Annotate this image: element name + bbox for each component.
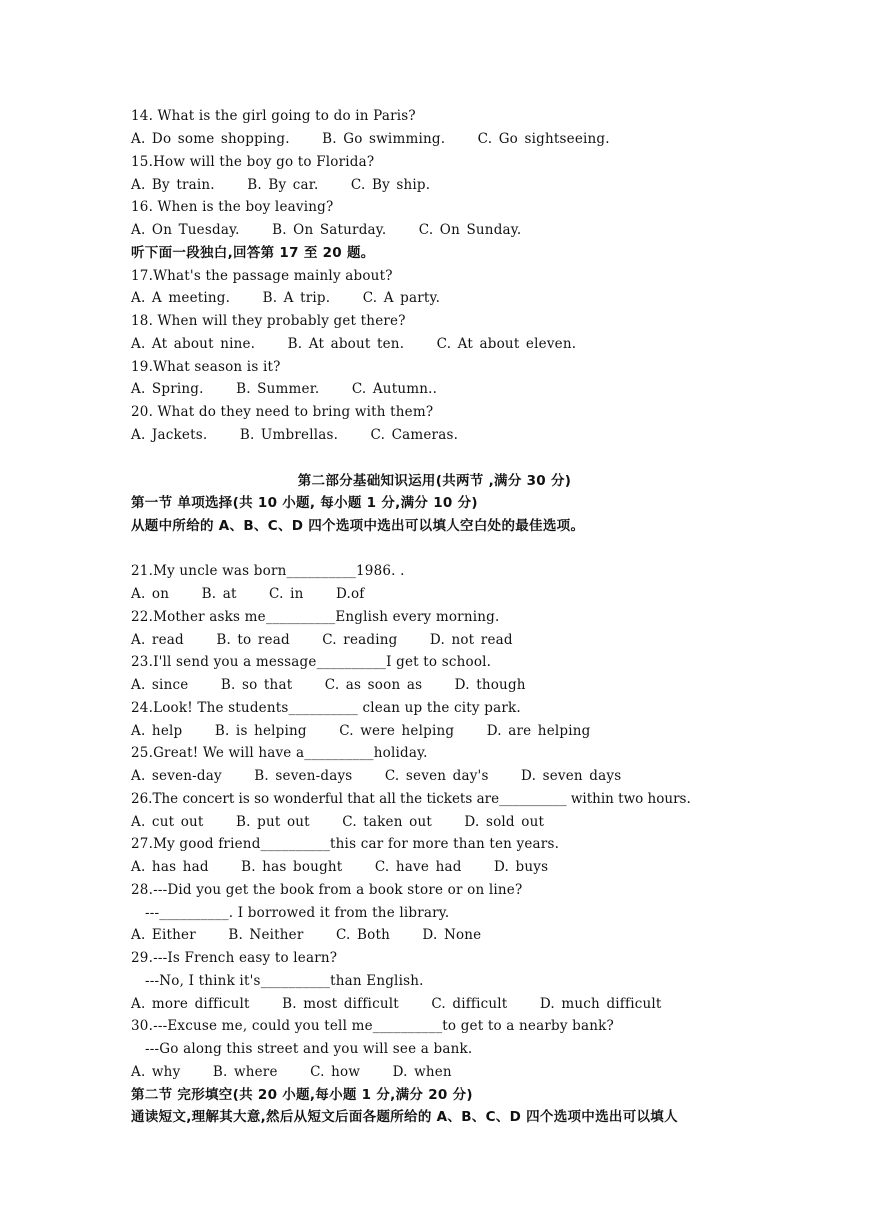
section-one-title: 第一节 单项选择(共 10 小题, 每小题 1 分,满分 10 分) <box>131 495 478 511</box>
options-16: A. On Tuesday. B. On Saturday. C. On Sunday. <box>131 222 522 238</box>
question-24: 24.Look! The students__________ clean up the city park. <box>131 700 521 716</box>
section-two-title: 第二节 完形填空(共 20 小题,每小题 1 分,满分 20 分) <box>131 1087 473 1103</box>
question-26: 26.The concert is so wonderful that all the tickets are__________ within two hours. <box>131 791 691 807</box>
question-27: 27.My good friend__________this car for more than ten years. <box>131 836 560 852</box>
options-18: A. At about nine. B. At about ten. C. At about eleven. <box>131 336 577 352</box>
question-28: 28.---Did you get the book from a book store or on line? <box>131 882 523 898</box>
question-30: 30.---Excuse me, could you tell me__________to get to a nearby bank? <box>131 1018 614 1034</box>
question-19: 19.What season is it? <box>131 359 281 375</box>
options-24: A. help B. is helping C. were helping D. are helping <box>131 723 591 739</box>
question-28-reply: ---__________. I borrowed it from the library. <box>145 905 450 921</box>
options-15: A. By train. B. By car. C. By ship. <box>131 177 431 193</box>
question-30-reply: ---Go along this street and you will see a bank. <box>145 1041 473 1057</box>
question-15: 15.How will the boy go to Florida? <box>131 154 375 170</box>
options-22: A. read B. to read C. reading D. not read <box>131 632 513 648</box>
question-14: 14. What is the girl going to do in Paris? <box>131 108 416 124</box>
section-two-instruction: 通读短文,理解其大意,然后从短文后面各题所给的 A、B、C、D 四个选项中选出可以填人 <box>131 1109 678 1125</box>
options-14: A. Do some shopping. B. Go swimming. C. Go sightseeing. <box>131 131 610 147</box>
question-17: 17.What's the passage mainly about? <box>131 268 393 284</box>
options-19: A. Spring. B. Summer. C. Autumn.. <box>131 381 438 397</box>
question-16: 16. When is the boy leaving? <box>131 199 334 215</box>
options-26: A. cut out B. put out C. taken out D. sold out <box>131 814 545 830</box>
question-20: 20. What do they need to bring with them? <box>131 404 434 420</box>
options-25: A. seven-day B. seven-days C. seven day's D. seven days <box>131 768 622 784</box>
question-22: 22.Mother asks me__________English every morning. <box>131 609 500 625</box>
options-29: A. more difficult B. most difficult C. difficult D. much difficult <box>131 996 662 1012</box>
section-one-instruction: 从题中所给的 A、B、C、D 四个选项中选出可以填人空白处的最佳选项。 <box>131 518 585 534</box>
question-21: 21.My uncle was born__________1986. . <box>131 563 405 579</box>
options-30: A. why B. where C. how D. when <box>131 1064 452 1080</box>
question-18: 18. When will they probably get there? <box>131 313 406 329</box>
question-29-reply: ---No, I think it's__________than English. <box>145 973 424 989</box>
part-two-title: 第二部分基础知识运用(共两节 ,满分 30 分) <box>297 473 572 489</box>
options-17: A. A meeting. B. A trip. C. A party. <box>131 290 441 306</box>
options-21: A. on B. at C. in D.of <box>131 586 365 602</box>
options-28: A. Either B. Neither C. Both D. None <box>131 927 482 943</box>
options-23: A. since B. so that C. as soon as D. though <box>131 677 526 693</box>
question-23: 23.I'll send you a message__________I get to school. <box>131 654 492 670</box>
listening-instruction: 听下面一段独白,回答第 17 至 20 题。 <box>131 245 375 261</box>
options-27: A. has had B. has bought C. have had D. buys <box>131 859 549 875</box>
question-29: 29.---Is French easy to learn? <box>131 950 338 966</box>
question-25: 25.Great! We will have a__________holiday. <box>131 745 428 761</box>
options-20: A. Jackets. B. Umbrellas. C. Cameras. <box>131 427 459 443</box>
